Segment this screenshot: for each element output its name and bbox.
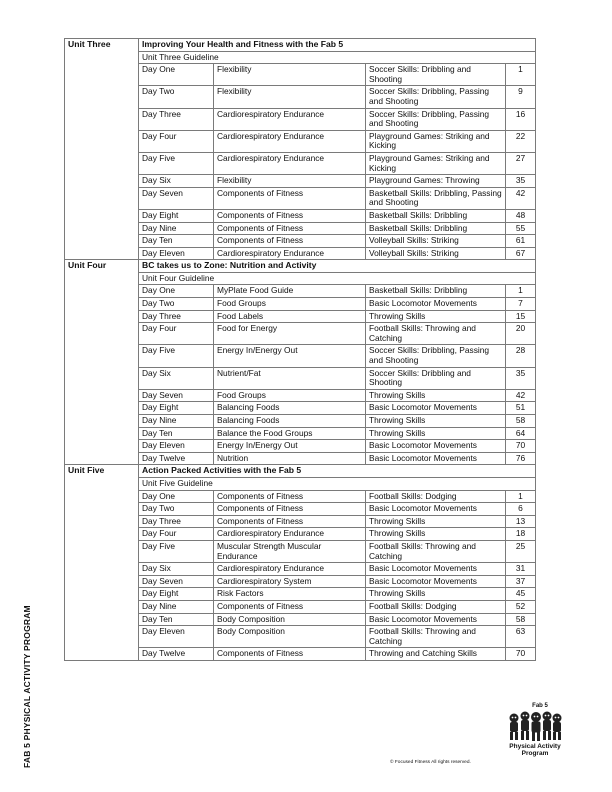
page-cell: 35 — [506, 367, 536, 389]
day-cell: Day Four — [139, 130, 214, 152]
day-cell: Day Ten — [139, 613, 214, 626]
page-cell: 35 — [506, 175, 536, 188]
skill-cell: Basic Locomotor Movements — [366, 402, 506, 415]
page-cell: 37 — [506, 575, 536, 588]
day-cell: Day Eight — [139, 402, 214, 415]
day-cell: Day Five — [139, 540, 214, 562]
day-cell: Day Six — [139, 563, 214, 576]
day-cell: Day Six — [139, 367, 214, 389]
skill-cell: Basketball Skills: Dribbling, Passing and Shooting — [366, 187, 506, 209]
day-cell: Day Eleven — [139, 440, 214, 453]
skill-cell: Basic Locomotor Movements — [366, 613, 506, 626]
logo-line-2: Program — [521, 750, 549, 757]
side-title: FAB 5 PHYSICAL ACTIVITY PROGRAM — [22, 605, 32, 768]
skill-cell: Throwing Skills — [366, 415, 506, 428]
fab5-characters-icon — [506, 709, 564, 743]
page-cell: 22 — [506, 130, 536, 152]
topic-cell: Risk Factors — [214, 588, 366, 601]
skill-cell: Playground Games: Striking and Kicking — [366, 152, 506, 174]
page-cell: 1 — [506, 490, 536, 503]
unit-header-row — [65, 260, 536, 273]
day-cell: Day Six — [139, 175, 214, 188]
skill-cell: Basic Locomotor Movements — [366, 503, 506, 516]
topic-cell: Food Groups — [214, 389, 366, 402]
page-cell: 70 — [506, 648, 536, 661]
skill-cell: Basic Locomotor Movements — [366, 452, 506, 465]
page-cell: 42 — [506, 187, 536, 209]
day-cell: Day One — [139, 490, 214, 503]
topic-cell: Cardiorespiratory System — [214, 575, 366, 588]
skill-cell: Throwing Skills — [366, 588, 506, 601]
day-cell: Day Nine — [139, 222, 214, 235]
topic-cell: Cardiorespiratory Endurance — [214, 108, 366, 130]
topic-cell: Components of Fitness — [214, 600, 366, 613]
topic-cell: Components of Fitness — [214, 503, 366, 516]
topic-cell: Cardiorespiratory Endurance — [214, 130, 366, 152]
skill-cell: Football Skills: Dodging — [366, 600, 506, 613]
skill-cell: Soccer Skills: Dribbling and Shooting — [366, 64, 506, 86]
skill-cell: Soccer Skills: Dribbling, Passing and Shooting — [366, 86, 506, 108]
topic-cell: Energy In/Energy Out — [214, 345, 366, 367]
skill-cell: Basic Locomotor Movements — [366, 440, 506, 453]
page-cell: 28 — [506, 345, 536, 367]
page-cell: 58 — [506, 613, 536, 626]
skill-cell: Playground Games: Striking and Kicking — [366, 130, 506, 152]
unit-header-row — [65, 39, 536, 52]
topic-cell: Food Labels — [214, 310, 366, 323]
logo-top-text: Fab 5 — [532, 703, 548, 709]
page-cell: 16 — [506, 108, 536, 130]
day-cell: Day Eight — [139, 209, 214, 222]
skill-cell: Soccer Skills: Dribbling and Shooting — [366, 367, 506, 389]
skill-cell: Throwing Skills — [366, 515, 506, 528]
skill-cell: Soccer Skills: Dribbling, Passing and Shooting — [366, 108, 506, 130]
skill-cell: Playground Games: Throwing — [366, 175, 506, 188]
page-cell: 20 — [506, 323, 536, 345]
topic-cell: Muscular Strength Muscular Endurance — [214, 540, 366, 562]
skill-cell: Throwing Skills — [366, 310, 506, 323]
topic-cell: Food for Energy — [214, 323, 366, 345]
unit-title: Action Packed Activities with the Fab 5 — [139, 465, 536, 478]
topic-cell: Components of Fitness — [214, 235, 366, 248]
skill-cell: Basketball Skills: Dribbling — [366, 209, 506, 222]
skill-cell: Throwing and Catching Skills — [366, 648, 506, 661]
day-cell: Day One — [139, 64, 214, 86]
topic-cell: Balancing Foods — [214, 402, 366, 415]
skill-cell: Football Skills: Throwing and Catching — [366, 626, 506, 648]
page-cell: 64 — [506, 427, 536, 440]
skill-cell: Football Skills: Throwing and Catching — [366, 323, 506, 345]
day-cell: Day Four — [139, 528, 214, 541]
page-cell: 9 — [506, 86, 536, 108]
day-cell: Day Twelve — [139, 648, 214, 661]
unit-header-row — [65, 465, 536, 478]
page-cell: 58 — [506, 415, 536, 428]
day-cell: Day Three — [139, 310, 214, 323]
fab5-logo — [497, 703, 573, 769]
skill-cell: Volleyball Skills: Striking — [366, 247, 506, 260]
day-cell: Day Twelve — [139, 452, 214, 465]
page-cell: 63 — [506, 626, 536, 648]
curriculum-table — [64, 38, 536, 661]
skill-cell: Basic Locomotor Movements — [366, 563, 506, 576]
topic-cell: Nutrition — [214, 452, 366, 465]
unit-name: Unit Five — [65, 465, 139, 661]
skill-cell: Football Skills: Dodging — [366, 490, 506, 503]
day-cell: Day Eleven — [139, 626, 214, 648]
topic-cell: Components of Fitness — [214, 187, 366, 209]
day-cell: Day One — [139, 285, 214, 298]
page-cell: 42 — [506, 389, 536, 402]
copyright-notice: © Focused Fitness All rights reserved. — [390, 760, 471, 765]
day-cell: Day Nine — [139, 415, 214, 428]
page-cell: 61 — [506, 235, 536, 248]
unit-guideline: Unit Five Guideline — [139, 477, 536, 490]
day-cell: Day Seven — [139, 187, 214, 209]
day-cell: Day Nine — [139, 600, 214, 613]
page-cell: 1 — [506, 285, 536, 298]
topic-cell: Balancing Foods — [214, 415, 366, 428]
topic-cell: Balance the Food Groups — [214, 427, 366, 440]
topic-cell: MyPlate Food Guide — [214, 285, 366, 298]
day-cell: Day Four — [139, 323, 214, 345]
day-cell: Day Two — [139, 298, 214, 311]
skill-cell: Football Skills: Throwing and Catching — [366, 540, 506, 562]
topic-cell: Flexibility — [214, 86, 366, 108]
unit-name: Unit Three — [65, 39, 139, 260]
topic-cell: Nutrient/Fat — [214, 367, 366, 389]
skill-cell: Throwing Skills — [366, 528, 506, 541]
page-cell: 67 — [506, 247, 536, 260]
day-cell: Day Ten — [139, 427, 214, 440]
topic-cell: Cardiorespiratory Endurance — [214, 247, 366, 260]
page-cell: 55 — [506, 222, 536, 235]
page-cell: 13 — [506, 515, 536, 528]
topic-cell: Flexibility — [214, 64, 366, 86]
topic-cell: Body Composition — [214, 613, 366, 626]
day-cell: Day Two — [139, 503, 214, 516]
unit-guideline: Unit Four Guideline — [139, 272, 536, 285]
topic-cell: Components of Fitness — [214, 515, 366, 528]
page-cell: 6 — [506, 503, 536, 516]
page-cell: 1 — [506, 64, 536, 86]
topic-cell: Components of Fitness — [214, 209, 366, 222]
page-cell: 51 — [506, 402, 536, 415]
topic-cell: Cardiorespiratory Endurance — [214, 528, 366, 541]
unit-title: Improving Your Health and Fitness with the Fab 5 — [139, 39, 536, 52]
skill-cell: Basic Locomotor Movements — [366, 575, 506, 588]
page-cell: 45 — [506, 588, 536, 601]
page-cell: 48 — [506, 209, 536, 222]
unit-name: Unit Four — [65, 260, 139, 465]
page-cell: 7 — [506, 298, 536, 311]
topic-cell: Cardiorespiratory Endurance — [214, 563, 366, 576]
day-cell: Day Five — [139, 345, 214, 367]
skill-cell: Throwing Skills — [366, 427, 506, 440]
skill-cell: Basketball Skills: Dribbling — [366, 285, 506, 298]
page-cell: 76 — [506, 452, 536, 465]
skill-cell: Basketball Skills: Dribbling — [366, 222, 506, 235]
page-cell: 15 — [506, 310, 536, 323]
topic-cell: Components of Fitness — [214, 648, 366, 661]
skill-cell: Basic Locomotor Movements — [366, 298, 506, 311]
topic-cell: Cardiorespiratory Endurance — [214, 152, 366, 174]
topic-cell: Components of Fitness — [214, 222, 366, 235]
unit-guideline: Unit Three Guideline — [139, 51, 536, 64]
topic-cell: Components of Fitness — [214, 490, 366, 503]
day-cell: Day Three — [139, 515, 214, 528]
page-cell: 25 — [506, 540, 536, 562]
topic-cell: Body Composition — [214, 626, 366, 648]
page-cell: 52 — [506, 600, 536, 613]
day-cell: Day Seven — [139, 389, 214, 402]
day-cell: Day Five — [139, 152, 214, 174]
skill-cell: Soccer Skills: Dribbling, Passing and Shooting — [366, 345, 506, 367]
page-cell: 31 — [506, 563, 536, 576]
day-cell: Day Seven — [139, 575, 214, 588]
page-cell: 27 — [506, 152, 536, 174]
topic-cell: Flexibility — [214, 175, 366, 188]
day-cell: Day Three — [139, 108, 214, 130]
skill-cell: Throwing Skills — [366, 389, 506, 402]
page-cell: 18 — [506, 528, 536, 541]
day-cell: Day Ten — [139, 235, 214, 248]
page-cell: 70 — [506, 440, 536, 453]
logo-line-1: Physical Activity — [509, 743, 561, 750]
day-cell: Day Eleven — [139, 247, 214, 260]
unit-title: BC takes us to Zone: Nutrition and Activity — [139, 260, 536, 273]
day-cell: Day Two — [139, 86, 214, 108]
day-cell: Day Eight — [139, 588, 214, 601]
topic-cell: Food Groups — [214, 298, 366, 311]
skill-cell: Volleyball Skills: Striking — [366, 235, 506, 248]
topic-cell: Energy In/Energy Out — [214, 440, 366, 453]
